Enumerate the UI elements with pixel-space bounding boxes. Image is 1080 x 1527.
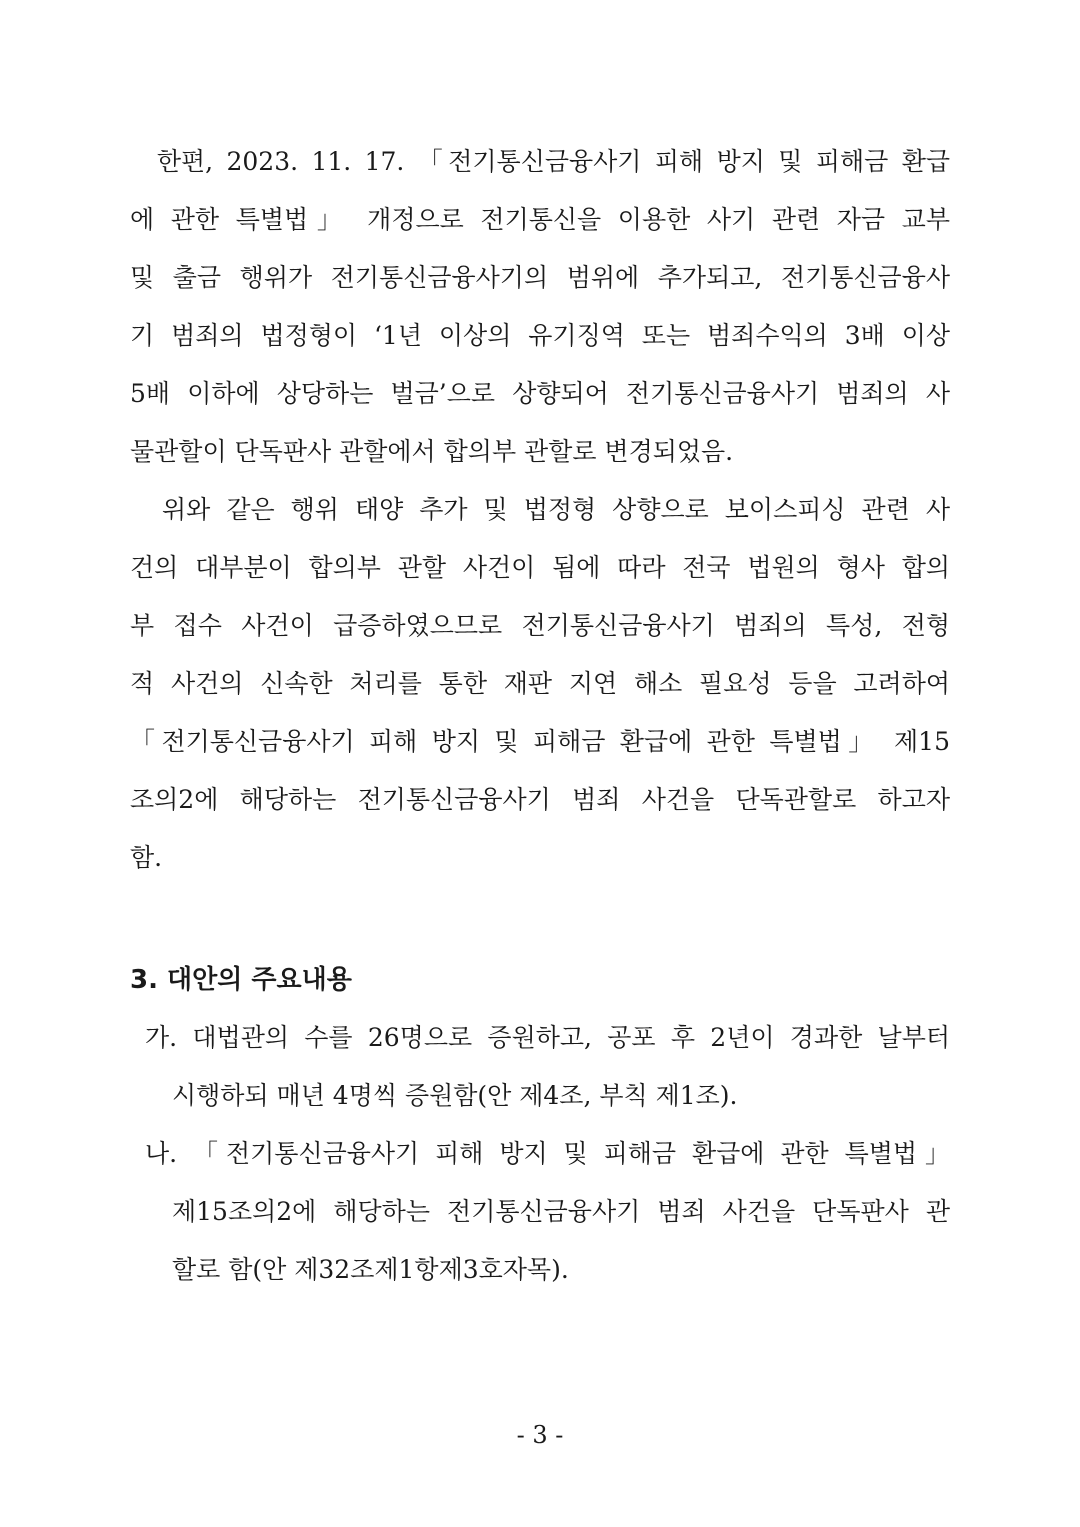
section-heading: 3. 대안의 주요내용 <box>130 965 352 995</box>
list-item-na-line: 나. 「전기통신금융사기 피해 방지 및 피해금 환급에 관한 특별법」 <box>145 1139 950 1168</box>
list-item-ga-line: 가. 대법관의 수를 26명으로 증원하고, 공포 후 2년이 경과한 날부터 <box>145 1023 950 1052</box>
list-item-ga-line: 시행하되 매년 4명씩 증원함(안 제4조, 부칙 제1조). <box>172 1081 738 1110</box>
paragraph-line: 한편, 2023. 11. 17. 「전기통신금융사기 피해 방지 및 피해금 환급 <box>130 147 950 176</box>
paragraph-line: 에 관한 특별법」 개정으로 전기통신을 이용한 사기 관련 자금 교부 <box>130 205 950 234</box>
paragraph-line: 위와 같은 행위 태양 추가 및 법정형 상향으로 보이스피싱 관련 사 <box>130 495 950 524</box>
paragraph-line: 부 접수 사건이 급증하였으므로 전기통신금융사기 범죄의 특성, 전형 <box>130 611 950 640</box>
paragraph-line: 적 사건의 신속한 처리를 통한 재판 지연 해소 필요성 등을 고려하여 <box>130 669 950 698</box>
paragraph-line: 「전기통신금융사기 피해 방지 및 피해금 환급에 관한 특별법」 제15 <box>130 727 950 756</box>
list-item-na-line: 제15조의2에 해당하는 전기통신금융사기 범죄 사건을 단독판사 관 <box>172 1197 950 1226</box>
page-number: - 3 - <box>516 1421 564 1449</box>
paragraph-line: 건의 대부분이 합의부 관할 사건이 됨에 따라 전국 법원의 형사 합의 <box>130 553 950 582</box>
paragraph-line: 물관할이 단독판사 관할에서 합의부 관할로 변경되었음. <box>130 437 734 466</box>
paragraph-line: 및 출금 행위가 전기통신금융사기의 범위에 추가되고, 전기통신금융사 <box>130 263 950 292</box>
paragraph-line: 함. <box>130 843 163 872</box>
paragraph-line: 기 범죄의 법정형이 ‘1년 이상의 유기징역 또는 범죄수익의 3배 이상 <box>130 321 950 350</box>
list-item-na-line: 할로 함(안 제32조제1항제3호자목). <box>172 1255 569 1284</box>
paragraph-line: 5배 이하에 상당하는 벌금’으로 상향되어 전기통신금융사기 범죄의 사 <box>130 379 950 408</box>
paragraph-line: 조의2에 해당하는 전기통신금융사기 범죄 사건을 단독관할로 하고자 <box>130 785 950 814</box>
